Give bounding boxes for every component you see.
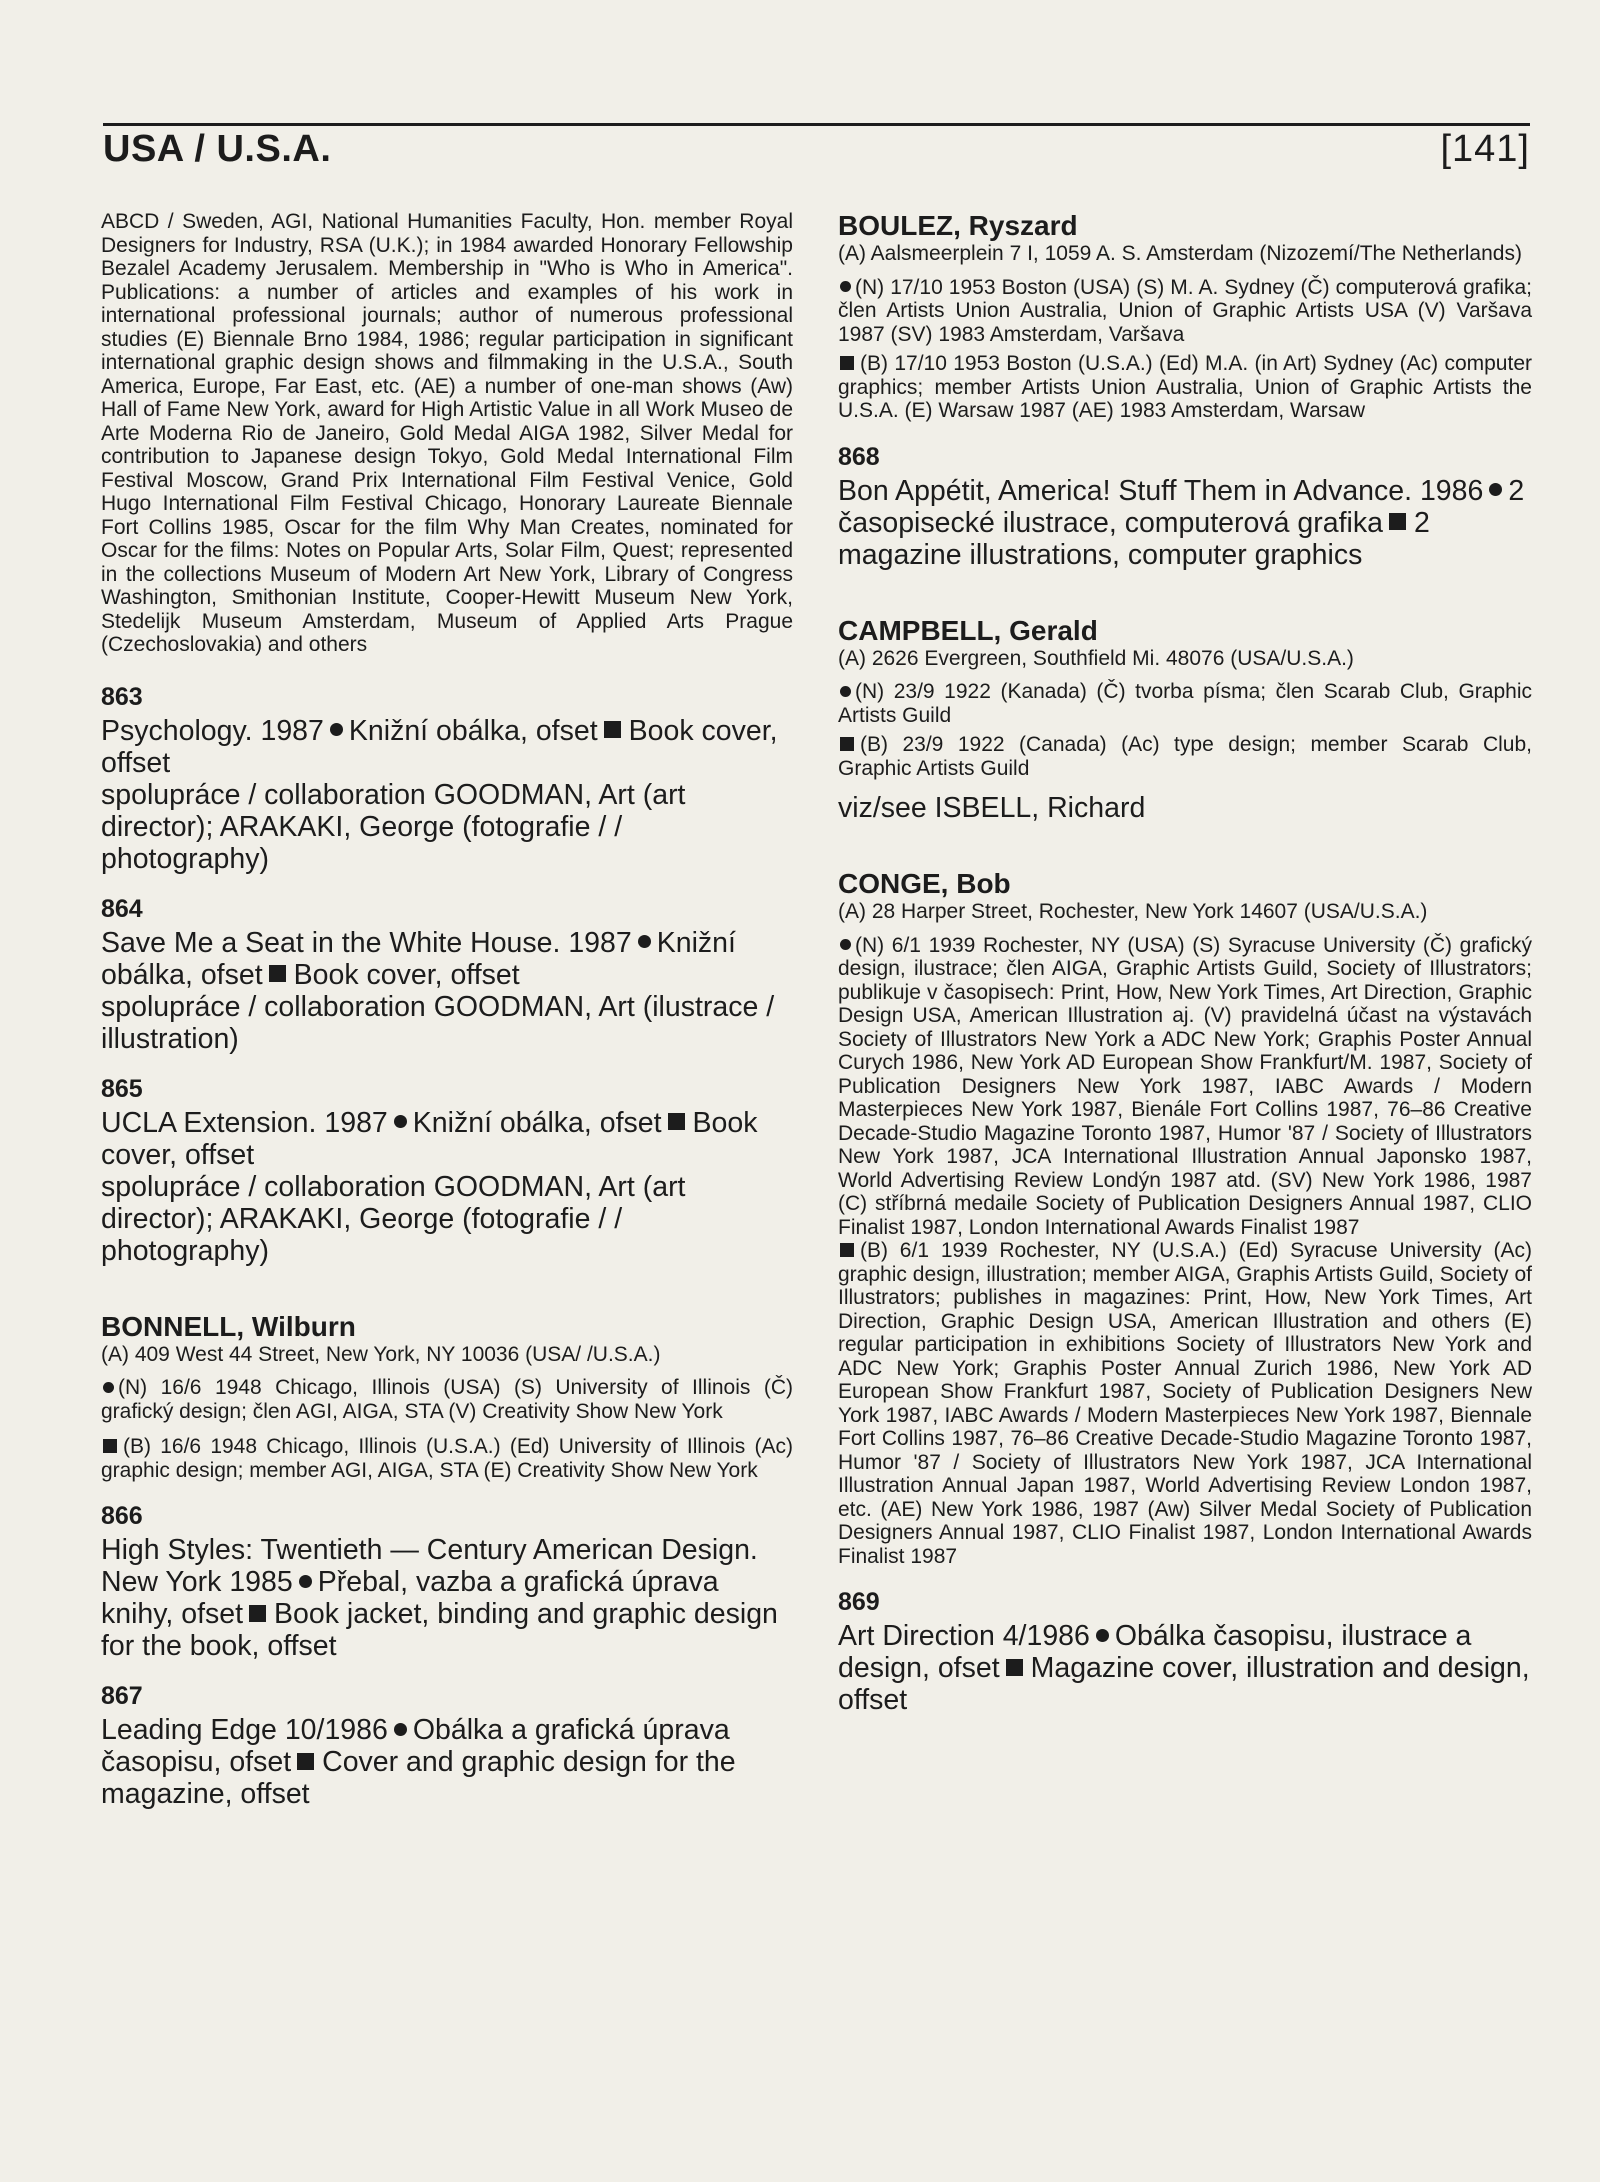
designer-address: (A) 28 Harper Street, Rochester, New York 14607 (USA/U.S.A.) (838, 900, 1428, 923)
english-marker-icon (840, 356, 854, 370)
entry-desc-en: Cover and graphic design for the magazine, offset (101, 1746, 736, 1810)
designer-name: CONGE, Bob (838, 868, 1011, 899)
entry-desc-en: Book jacket, binding and graphic design for the book, offset (101, 1598, 778, 1662)
entry-desc-en: Book cover, offset (101, 714, 778, 779)
entry-number: 863 (101, 682, 143, 711)
english-marker-icon (297, 1753, 314, 1770)
english-marker-icon (269, 965, 286, 982)
entry-desc-cs: Knižní obálka, ofset (348, 714, 598, 747)
designer-bio-en: (B) 23/9 1922 (Canada) (Ac) type design; member Scarab Club, Graphic Artists Guild (838, 733, 1532, 780)
designer-bio-cs: (N) 23/9 1922 (Kanada) (Č) tvorba písma; člen Scarab Club, Graphic Artists Guild (838, 680, 1532, 727)
english-marker-icon (668, 1113, 685, 1130)
entry-title: UCLA Extension. 1987 (101, 1106, 388, 1139)
page-number: [141] (1440, 128, 1530, 170)
entry-title: Art Direction 4/1986 (838, 1620, 1090, 1652)
entry-credit: spolupráce / collaboration GOODMAN, Art (art director); ARAKAKI, George (fotografie / / photography) (101, 778, 686, 875)
header-rule (103, 123, 1530, 126)
czech-marker-icon (1489, 483, 1502, 496)
designer-address: (A) 2626 Evergreen, Southfield Mi. 48076 (USA/U.S.A.) (838, 646, 1354, 670)
designer-bio-en: (B) 17/10 1953 Boston (U.S.A.) (Ed) M.A. (in Art) Sydney (Ac) computer graphics; member Artists Union Australia, Union of Graphic Artists the U.S.A. (E) Warsaw 1987 (AE) 1983 Amsterdam, Warsaw (838, 352, 1532, 422)
entry-number: 866 (101, 1502, 143, 1530)
czech-marker-icon (330, 723, 343, 736)
entry-description (101, 1714, 793, 1810)
designer-name: BOULEZ, Ryszard (838, 210, 1078, 241)
entry-desc-cs: Přebal, vazba a grafická úprava knihy, ofset (101, 1566, 719, 1630)
cross-reference: viz/see ISBELL, Richard (838, 792, 1146, 824)
entry-description (101, 715, 793, 779)
entry-desc-cs: Obálka časopisu, ilustrace a design, ofset (838, 1620, 1472, 1684)
entry-desc-en: Book cover, offset (101, 1106, 758, 1171)
entry-description (101, 1107, 793, 1171)
entry-number: 865 (101, 1074, 143, 1103)
intro-bio: ABCD / Sweden, AGI, National Humanities Faculty, Hon. member Royal Designers for Industry, RSA (U.K.); in 1984 awarded Honorary Fellowship Bezalel Academy Jerusalem. Membership in "Who is Who in America". Publications: a number of articles and examples of his work in international professional journals; author of numerous professional studies (E) Biennale Brno 1984, 1986; regular participation in significant international graphic design shows and filmmaking in the U.S.A., South America, Europe, Far East, etc. (AE) a number of one-man shows (Aw) Hall of Fame New York, award for High Artistic Value in all Work Museo de Arte Moderna Rio de Janeiro, Gold Medal AIGA 1982, Silver Medal for contribution to Japanese design Tokyo, Gold Medal International Film Festival Moscow, Grand Prix International Film Festival Venice, Gold Hugo International Film Festival Chicago, Honorary Laureate Biennale Fort Collins 1985, Oscar for the film Why Man Creates, nominated for Oscar for the films: Notes on Popular Arts, Solar Film, Quest; represented in the collections Museum of Modern Art New York, Library of Congress Washington, Smithonian Institute, Cooper-Hewitt Museum New York, Stedelijk Museum Amsterdam, Museum of Applied Arts Prague (Czechoslovakia) and others (101, 210, 793, 656)
designer-address: (A) 409 West 44 Street, New York, NY 10036 (USA/ /U.S.A.) (101, 1342, 661, 1366)
designer-name: BONNELL, Wilburn (101, 1310, 356, 1342)
czech-marker-icon (840, 939, 851, 950)
entry-desc-cs: Obálka a grafická úprava časopisu, ofset (101, 1714, 730, 1778)
designer-bio-cs: (N) 16/6 1948 Chicago, Illinois (USA) (S) University of Illinois (Č) grafický design; člen AGI, AIGA, STA (V) Creativity Show New York (101, 1376, 793, 1423)
entry-title: High Styles: Twentieth — Century American Design. New York 1985 (101, 1534, 758, 1598)
designer-bio-cs: (N) 6/1 1939 Rochester, NY (USA) (S) Syracuse University (Č) grafický design, ilustrace; člen AIGA, Graphic Artists Guild, Society of Illustrators; publikuje v časopisech: Print, How, New York Times, Art Direction, Graphic Design USA, American Illustration aj. (V) pravidelná účast na výstavách Society of Illustrators New York a ADC New York; Graphis Poster Annual Curych 1986, New York AD European Show Frankfurt/M. 1987, Society of Publication Designers New York 1987, IABC Awards / Modern Masterpieces New York 1987, Bienále Fort Collins 1987, 76–86 Creative Decade-Studio Magazine Toronto 1987, Humor '87 / Society of Illustrators New York 1987, JCA International Illustration Annual Japonsko 1987, World Advertising Review Londýn 1987 atd. (SV) New York 1986, 1987 (C) stříbrná medaile Society of Publication Designers Annual 1987, CLIO Finalist 1987, London International Awards Finalist 1987 (838, 933, 1532, 1239)
entry-desc-en: Magazine cover, illustration and design, offset (838, 1652, 1530, 1716)
czech-marker-icon (840, 686, 851, 697)
designer-bio-en: (B) 6/1 1939 Rochester, NY (U.S.A.) (Ed) Syracuse University (Ac) graphic design, illustration; member AIGA, Graphis Artists Guild, Society of Illustrators; publishes in magazines: Print, How, New York Times, Art Direction, Graphic Design USA, American Illustration and others (E) regular participation in exhibitions Society of Illustrators New York and ADC New York; Graphis Poster Annual Zurich 1986, New York AD European Show Frankfurt 1987, Society of Publication Designers New York 1987, IABC Awards / Modern Masterpieces New York 1987, Biennale Fort Collins 1987, 76–86 Creative Decade-Studio Magazine Toronto 1987, Humor '87 / Society of Illustrators New York 1987, JCA International Illustration Annual Japan 1987, World Advertising Review London 1987, etc. (AE) New York 1986, 1987 (Aw) Silver Medal Society of Publication Designers Annual 1987, CLIO Finalist 1987, London International Awards Finalist 1987 (838, 1239, 1532, 1568)
entry-description (101, 927, 793, 991)
english-marker-icon (604, 721, 621, 738)
english-marker-icon (249, 1605, 266, 1622)
czech-marker-icon (299, 1575, 312, 1588)
english-marker-icon (840, 1243, 854, 1257)
entry-description (838, 1620, 1532, 1716)
left-column (101, 210, 793, 1810)
czech-marker-icon (103, 1382, 114, 1393)
czech-marker-icon (840, 281, 851, 292)
entry-description (101, 1534, 793, 1662)
entry-title: Bon Appétit, America! Stuff Them in Advance. 1986 (838, 474, 1484, 507)
page-header-country: USA / U.S.A. (103, 128, 332, 170)
english-marker-icon (840, 737, 854, 751)
czech-marker-icon (638, 935, 651, 948)
designer-bio-en: (B) 16/6 1948 Chicago, Illinois (U.S.A.) (Ed) University of Illinois (Ac) graphic design; member AGI, AIGA, STA (E) Creativity Show New York (101, 1435, 793, 1482)
entry-number: 864 (101, 894, 143, 923)
entry-desc-cs: 2 časopisecké ilustrace, computerová grafika (838, 474, 1525, 539)
designer-address: (A) Aalsmeerplein 7 I, 1059 A. S. Amsterdam (Nizozemí/The Netherlands) (838, 242, 1522, 265)
entry-desc-cs: Knižní obálka, ofset (101, 926, 736, 991)
entry-desc-en: 2 magazine illustrations, computer graphics (838, 506, 1430, 571)
english-marker-icon (1006, 1659, 1023, 1676)
entry-credit: spolupráce / collaboration GOODMAN, Art (art director); ARAKAKI, George (fotografie / / photography) (101, 1170, 686, 1267)
entry-title: Leading Edge 10/1986 (101, 1714, 388, 1746)
entry-title: Psychology. 1987 (101, 714, 324, 747)
czech-marker-icon (1096, 1629, 1109, 1642)
czech-marker-icon (394, 1115, 407, 1128)
english-marker-icon (103, 1439, 117, 1453)
english-marker-icon (1389, 513, 1406, 530)
entry-desc-en: Book cover, offset (293, 958, 520, 991)
right-column (838, 210, 1532, 1716)
entry-description (838, 475, 1532, 571)
entry-number: 868 (838, 442, 880, 471)
entry-credit: spolupráce / collaboration GOODMAN, Art (ilustrace / illustration) (101, 990, 775, 1055)
designer-bio-cs: (N) 17/10 1953 Boston (USA) (S) M. A. Sydney (Č) computerová grafika; člen Artists Union Australia, Union of Graphic Artists USA (V) Varšava 1987 (SV) 1983 Amsterdam, Varšava (838, 275, 1532, 346)
designer-name: CAMPBELL, Gerald (838, 614, 1098, 646)
entry-desc-cs: Knižní obálka, ofset (412, 1106, 662, 1139)
entry-title: Save Me a Seat in the White House. 1987 (101, 926, 632, 959)
entry-number: 867 (101, 1682, 143, 1710)
czech-marker-icon (394, 1723, 407, 1736)
entry-number: 869 (838, 1588, 880, 1616)
